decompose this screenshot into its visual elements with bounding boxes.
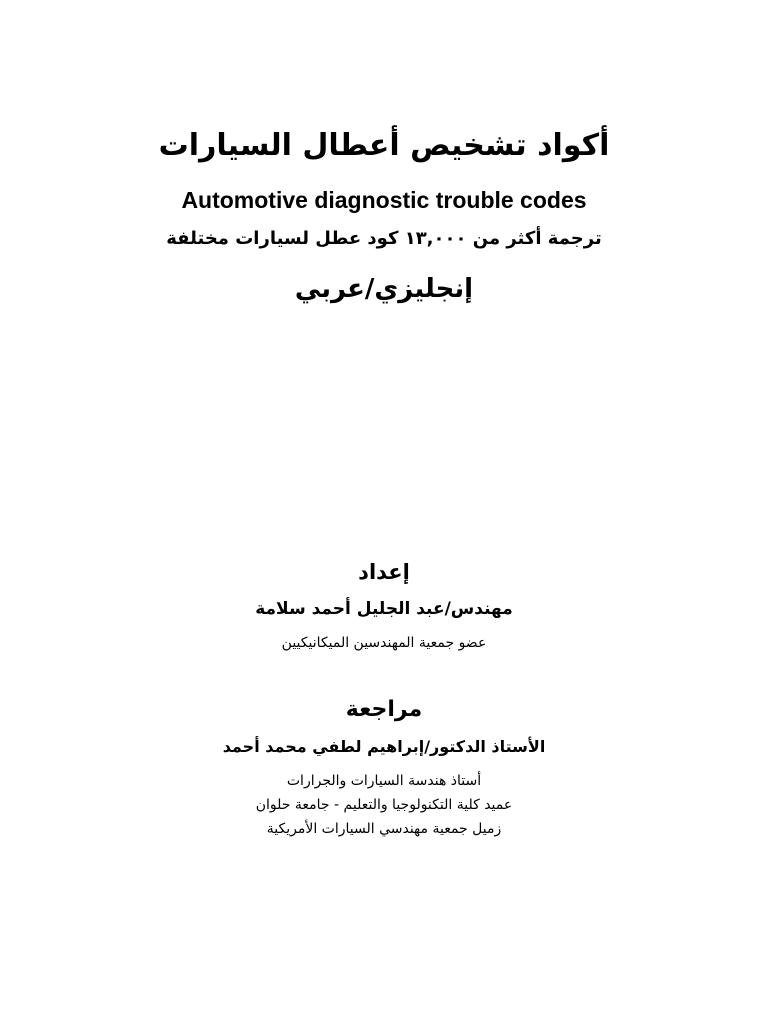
reviewer-name: الأستاذ الدكتور/إبراهيم لطفي محمد أحمد [222, 737, 546, 756]
title-arabic: أكواد تشخيص أعطال السيارات [158, 128, 610, 163]
reviewer-affiliation-1: أستاذ هندسة السيارات والجرارات [286, 773, 482, 789]
reviewer-affiliation-2: عميد كلية التكنولوجيا والتعليم - جامعة حلوان [255, 797, 513, 813]
reviewer-affiliation-3: زميل جمعية مهندسي السيارات الأمريكية [266, 821, 502, 837]
title-english: Automotive diagnostic trouble codes [181, 187, 587, 213]
author-affiliation: عضو جمعية المهندسين الميكانيكيين [281, 635, 487, 651]
subtitle: ترجمة أكثر من ١٣,٠٠٠ كود عطل لسيارات مختلفة [166, 228, 602, 249]
review-heading: مراجعة [345, 697, 423, 722]
preparation-heading: إعداد [358, 560, 410, 584]
author-name: مهندس/عبد الجليل أحمد سلامة [255, 599, 513, 619]
language-pair: إنجليزي/عربي [294, 274, 474, 304]
